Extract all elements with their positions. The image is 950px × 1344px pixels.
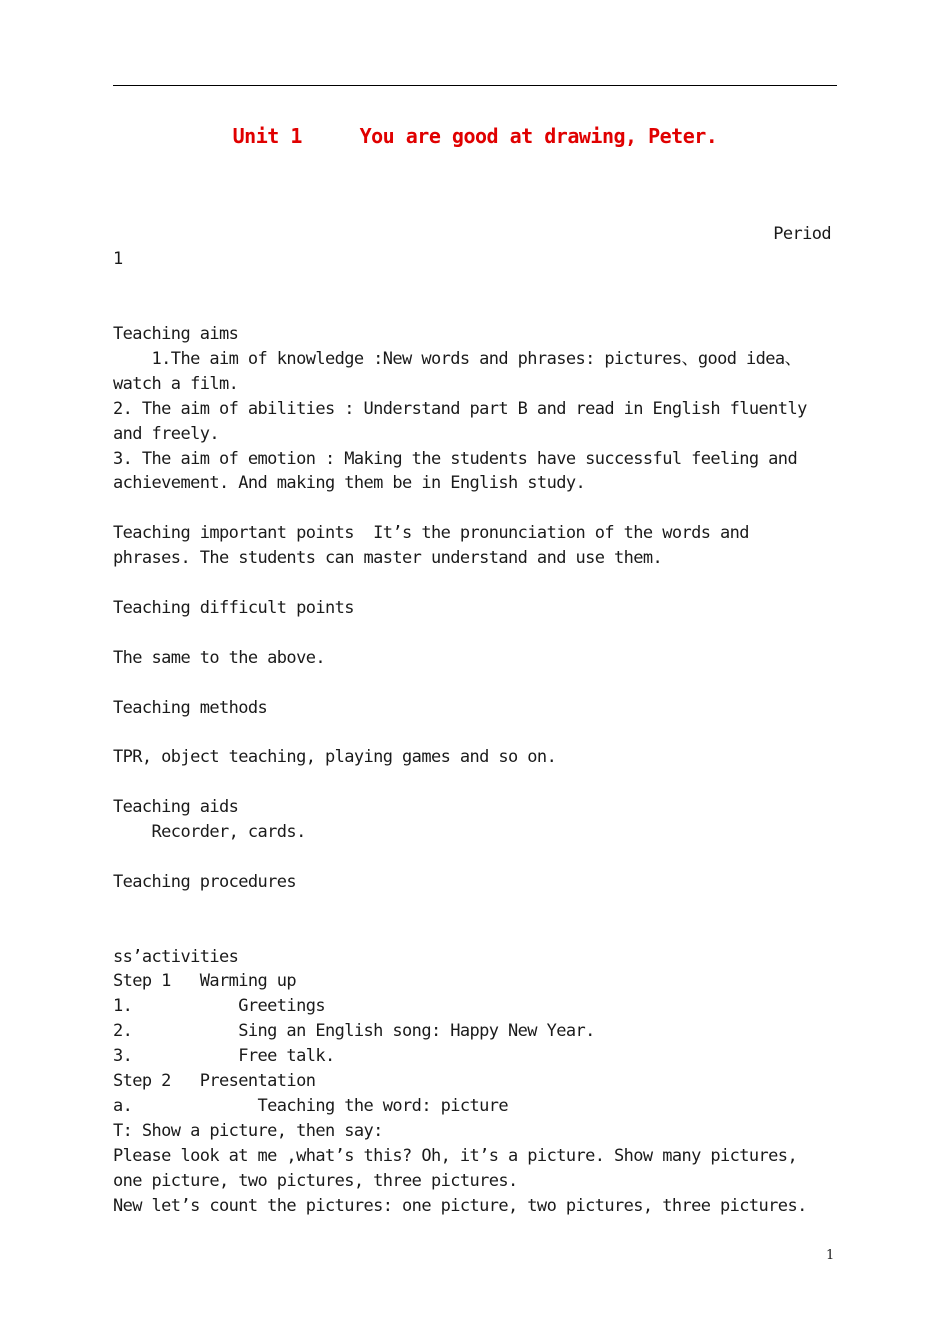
- body-line: Please look at me ,what’s this? Oh, it’s a picture. Show many pictures,: [113, 1145, 798, 1166]
- body-line: Recorder, cards.: [113, 822, 306, 842]
- body-line: one picture, two pictures, three pictures.: [113, 1170, 518, 1191]
- body-line: a. Teaching the word: picture: [113, 1095, 509, 1116]
- document-title: Unit 1 You are good at drawing, Peter.: [232, 124, 718, 148]
- body-line: achievement. And making them be in English study.: [113, 473, 586, 494]
- body-line: phrases. The students can master understand and use them.: [113, 548, 663, 569]
- body-line: 3. Free talk.: [113, 1046, 335, 1067]
- period-number: 1: [113, 249, 123, 269]
- body-line: 3. The aim of emotion : Making the students have successful feeling and: [113, 448, 798, 469]
- body-line: 2. Sing an English song: Happy New Year.: [113, 1021, 595, 1042]
- page-number: 1: [826, 1248, 835, 1263]
- body-line: Teaching aims: [113, 324, 239, 344]
- body-line: and freely.: [113, 423, 219, 444]
- body-line: watch a film.: [113, 373, 239, 394]
- body-line: Teaching aids: [113, 797, 239, 818]
- body-line: 1. Greetings: [113, 996, 325, 1017]
- body-line: T: Show a picture, then say:: [113, 1120, 383, 1141]
- header-rule: [113, 85, 837, 86]
- body-line: ss’activities: [113, 946, 239, 967]
- period-label: Period: [773, 224, 831, 244]
- body-line: Teaching procedures: [113, 871, 297, 892]
- body-line: Step 2 Presentation: [113, 1071, 316, 1091]
- body-line: TPR, object teaching, playing games and so on.: [113, 747, 557, 768]
- body-line: 1.The aim of knowledge :New words and phrases: pictures、good idea、: [113, 348, 801, 369]
- body-line: The same to the above.: [113, 647, 325, 668]
- body-line: Teaching difficult points: [113, 597, 354, 618]
- body-line: 2. The aim of abilities : Understand part B and read in English fluently: [113, 398, 807, 419]
- body-line: New let’s count the pictures: one picture, two pictures, three pictures.: [113, 1195, 807, 1216]
- body-line: Teaching important points It’s the pronunciation of the words and: [113, 523, 749, 544]
- body-line: Step 1 Warming up: [113, 971, 297, 992]
- body-line: Teaching methods: [113, 697, 268, 718]
